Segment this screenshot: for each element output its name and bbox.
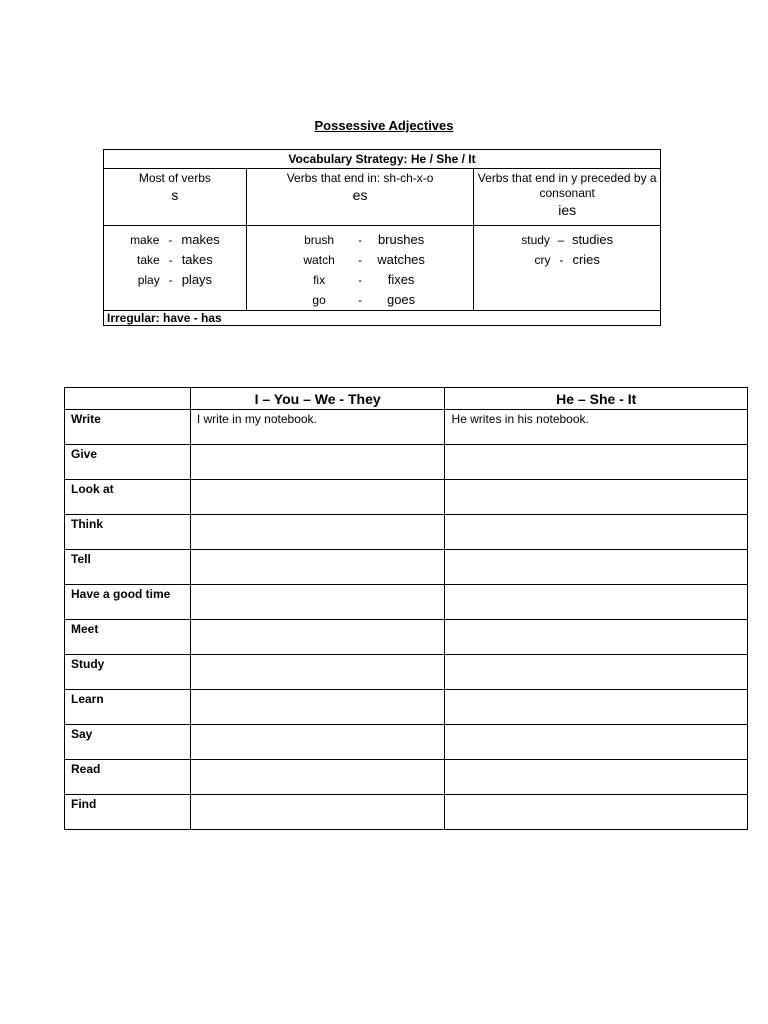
practice-table [64,387,748,830]
verb-cell: Think [65,515,191,550]
example-line: brush - brushes [304,232,425,247]
plural-answer-cell[interactable] [190,550,445,585]
verb-cell: Say [65,725,191,760]
plural-answer-cell[interactable] [190,795,445,830]
example-line: cry - cries [534,252,600,267]
verb-cell: Have a good time [65,585,191,620]
plural-answer-cell[interactable] [190,445,445,480]
plural-answer-cell[interactable] [190,480,445,515]
example-line: watch - watches [303,252,425,267]
vocab-header: Vocabulary Strategy: He / She / It [104,150,661,169]
rule-label: Verbs that end in y preceded by a consonant [477,171,657,200]
singular-answer-cell[interactable] [445,515,748,550]
verb-cell: Meet [65,620,191,655]
singular-answer-cell[interactable] [445,690,748,725]
plural-answer-cell[interactable] [190,655,445,690]
singular-answer-cell[interactable] [445,725,748,760]
table-row [65,760,748,795]
verb-cell: Find [65,795,191,830]
rule-suffix: s [171,187,179,203]
table-row [65,585,748,620]
singular-answer-cell[interactable] [445,620,748,655]
plural-answer-cell[interactable] [190,515,445,550]
header-plural-subjects: I – You – We - They [190,388,445,410]
plural-answer-cell[interactable] [190,620,445,655]
singular-answer-cell[interactable] [445,655,748,690]
singular-answer-cell[interactable] [445,760,748,795]
table-row [65,410,748,445]
verb-cell: Read [65,760,191,795]
table-row [65,725,748,760]
table-row [65,795,748,830]
table-row [65,690,748,725]
verb-cell: Learn [65,690,191,725]
verb-cell: Look at [65,480,191,515]
rule-consonant-y [474,169,661,226]
rule-label: Most of verbs [138,171,211,185]
verb-cell: Study [65,655,191,690]
table-row [65,620,748,655]
examples-consonant-y [474,226,661,311]
plural-answer-cell[interactable]: I write in my notebook. [190,410,445,445]
table-row [65,515,748,550]
plural-answer-cell[interactable] [190,690,445,725]
verb-cell: Tell [65,550,191,585]
example-line: fix - fixes [313,272,415,287]
table-row [65,550,748,585]
example-line: go - goes [312,292,416,307]
singular-answer-cell[interactable]: He writes in his notebook. [445,410,748,445]
header-blank-cell [65,388,191,410]
singular-answer-cell[interactable] [445,445,748,480]
table-row [65,655,748,690]
table-row [65,445,748,480]
example-line: make - makes [130,232,220,247]
rule-suffix: ies [558,202,577,218]
header-singular-subjects: He – She - It [445,388,748,410]
rule-most-verbs [104,169,247,226]
plural-answer-cell[interactable] [190,725,445,760]
rule-sh-ch-x-o [246,169,474,226]
page-title: Possessive Adjectives [314,118,454,133]
plural-answer-cell[interactable] [190,585,445,620]
plural-answer-cell[interactable] [190,760,445,795]
singular-answer-cell[interactable] [445,795,748,830]
examples-most-verbs [104,226,247,311]
example-line: study – studies [521,232,614,247]
singular-answer-cell[interactable] [445,585,748,620]
verb-cell: Give [65,445,191,480]
irregular-note: Irregular: have - has [104,311,661,326]
singular-answer-cell[interactable] [445,480,748,515]
vocabulary-strategy-table [103,149,661,326]
examples-sh-ch-x-o [246,226,474,311]
example-line: play - plays [137,272,213,287]
rule-suffix: es [352,187,368,203]
example-line: take - takes [137,252,213,267]
table-row [65,480,748,515]
rule-label: Verbs that end in: sh-ch-x-o [286,171,434,185]
verb-cell: Write [65,410,191,445]
singular-answer-cell[interactable] [445,550,748,585]
